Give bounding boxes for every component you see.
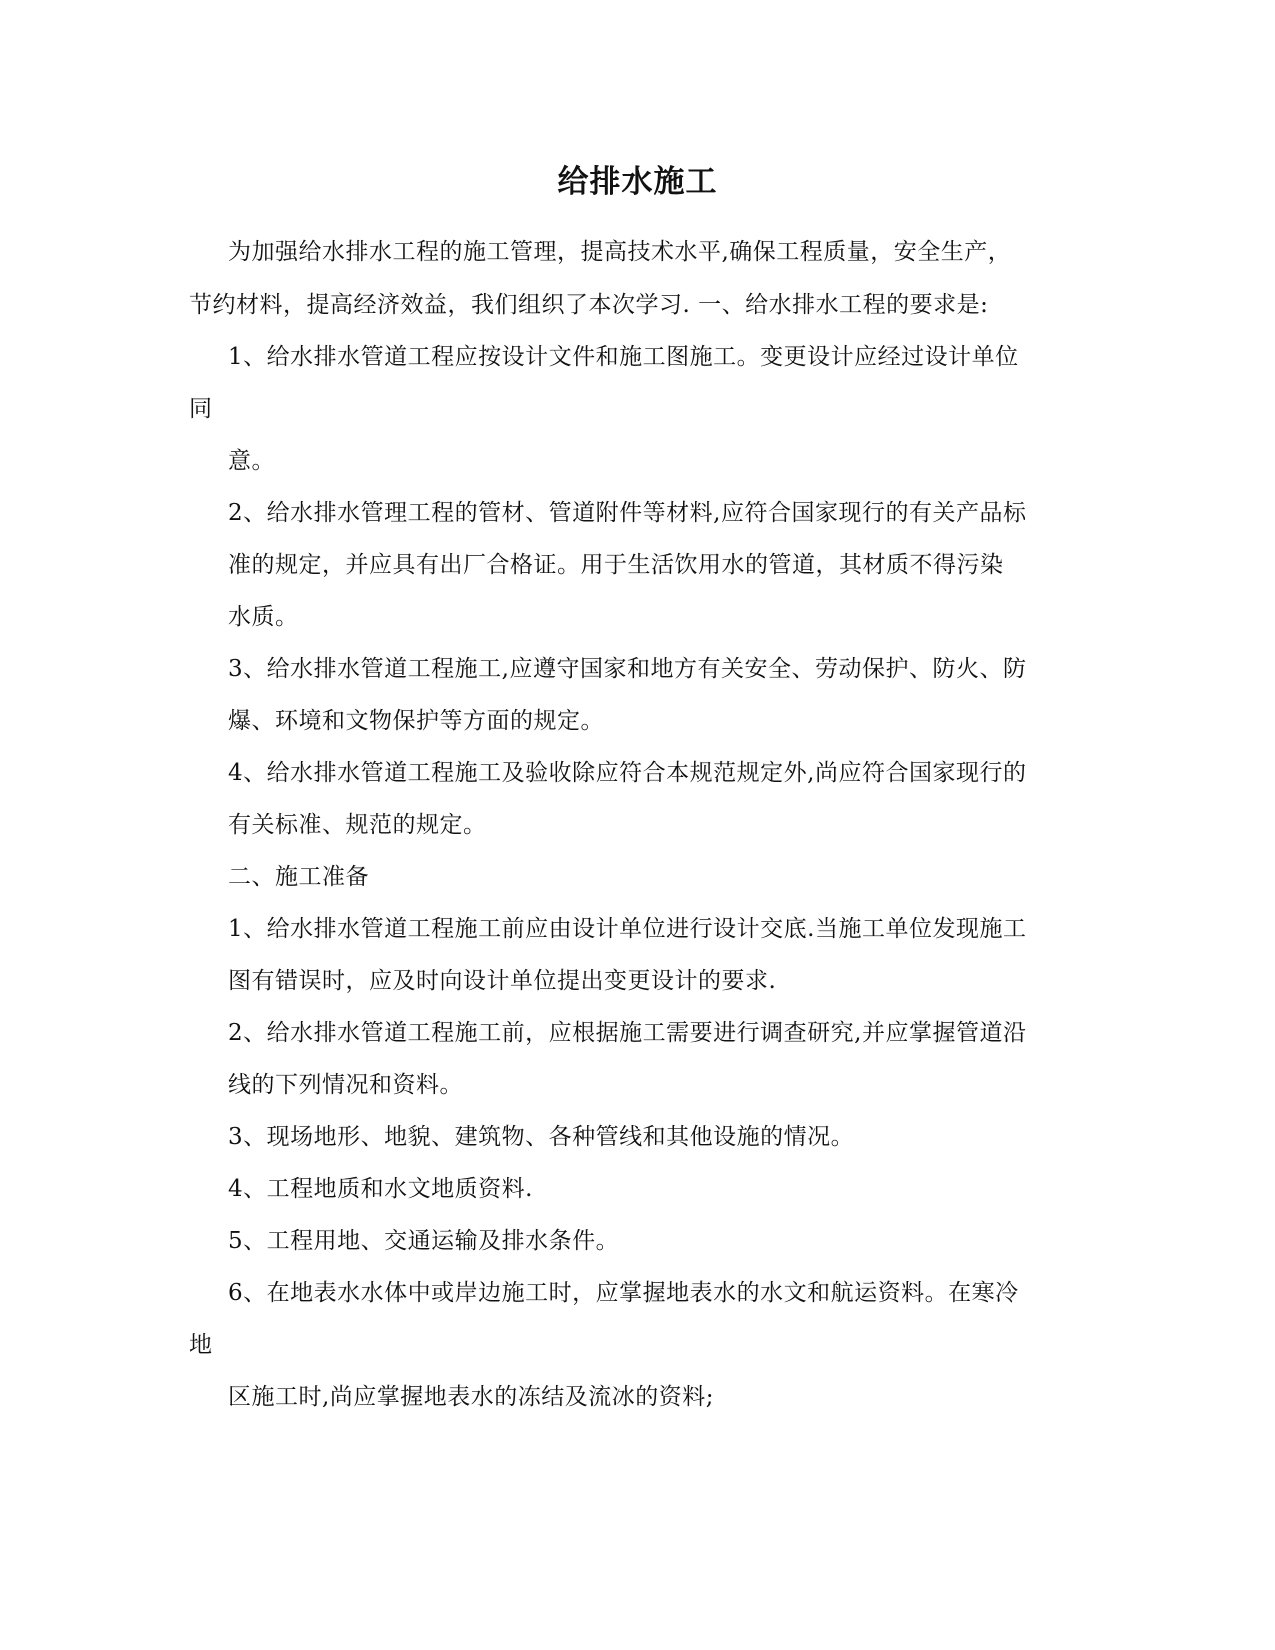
paragraph-line-19: 4、工程地质和水文地质资料. (228, 1176, 533, 1202)
document-title: 给排水施工 (557, 164, 718, 200)
paragraph-line-5: 意。 (228, 448, 275, 474)
paragraph-line-20: 5、工程用地、交通运输及排水条件。 (228, 1228, 620, 1254)
paragraph-line-2: 节约材料，提高经济效益，我们组织了本次学习. 一、给水排水工程的要求是: (189, 292, 989, 318)
paragraph-line-10: 爆、环境和文物保护等方面的规定。 (228, 708, 604, 734)
paragraph-line-12: 有关标准、规范的规定。 (228, 812, 487, 838)
paragraph-line-9: 3、给水排水管道工程施工,应遵守国家和地方有关安全、劳动保护、防火、防 (228, 656, 1027, 682)
paragraph-line-1: 为加强给水排水工程的施工管理，提高技术水平,确保工程质量，安全生产， (228, 239, 1012, 265)
paragraph-line-18: 3、现场地形、地貌、建筑物、各种管线和其他设施的情况。 (228, 1124, 855, 1150)
paragraph-line-17: 线的下列情况和资料。 (228, 1072, 463, 1098)
paragraph-line-7: 准的规定，并应具有出厂合格证。用于生活饮用水的管道，其材质不得污染 (228, 552, 1004, 578)
paragraph-line-21: 6、在地表水水体中或岸边施工时，应掌握地表水的水文和航运资料。在寒冷 (228, 1280, 1019, 1306)
section-heading-2: 二、施工准备 (228, 864, 369, 890)
paragraph-line-4: 同 (189, 396, 213, 422)
paragraph-line-11: 4、给水排水管道工程施工及验收除应符合本规范规定外,尚应符合国家现行的 (228, 760, 1027, 786)
paragraph-line-8: 水质。 (228, 604, 299, 630)
paragraph-line-16: 2、给水排水管道工程施工前，应根据施工需要进行调查研究,并应掌握管道沿 (228, 1020, 1027, 1046)
paragraph-line-3: 1、给水排水管道工程应按设计文件和施工图施工。变更设计应经过设计单位 (228, 344, 1019, 370)
paragraph-line-6: 2、给水排水管理工程的管材、管道附件等材料,应符合国家现行的有关产品标 (228, 500, 1027, 526)
paragraph-line-14: 1、给水排水管道工程施工前应由设计单位进行设计交底.当施工单位发现施工 (228, 916, 1027, 942)
paragraph-line-15: 图有错误时，应及时向设计单位提出变更设计的要求. (228, 968, 777, 994)
paragraph-line-23: 区施工时,尚应掌握地表水的冻结及流冰的资料; (228, 1384, 715, 1410)
paragraph-line-22: 地 (189, 1332, 213, 1358)
